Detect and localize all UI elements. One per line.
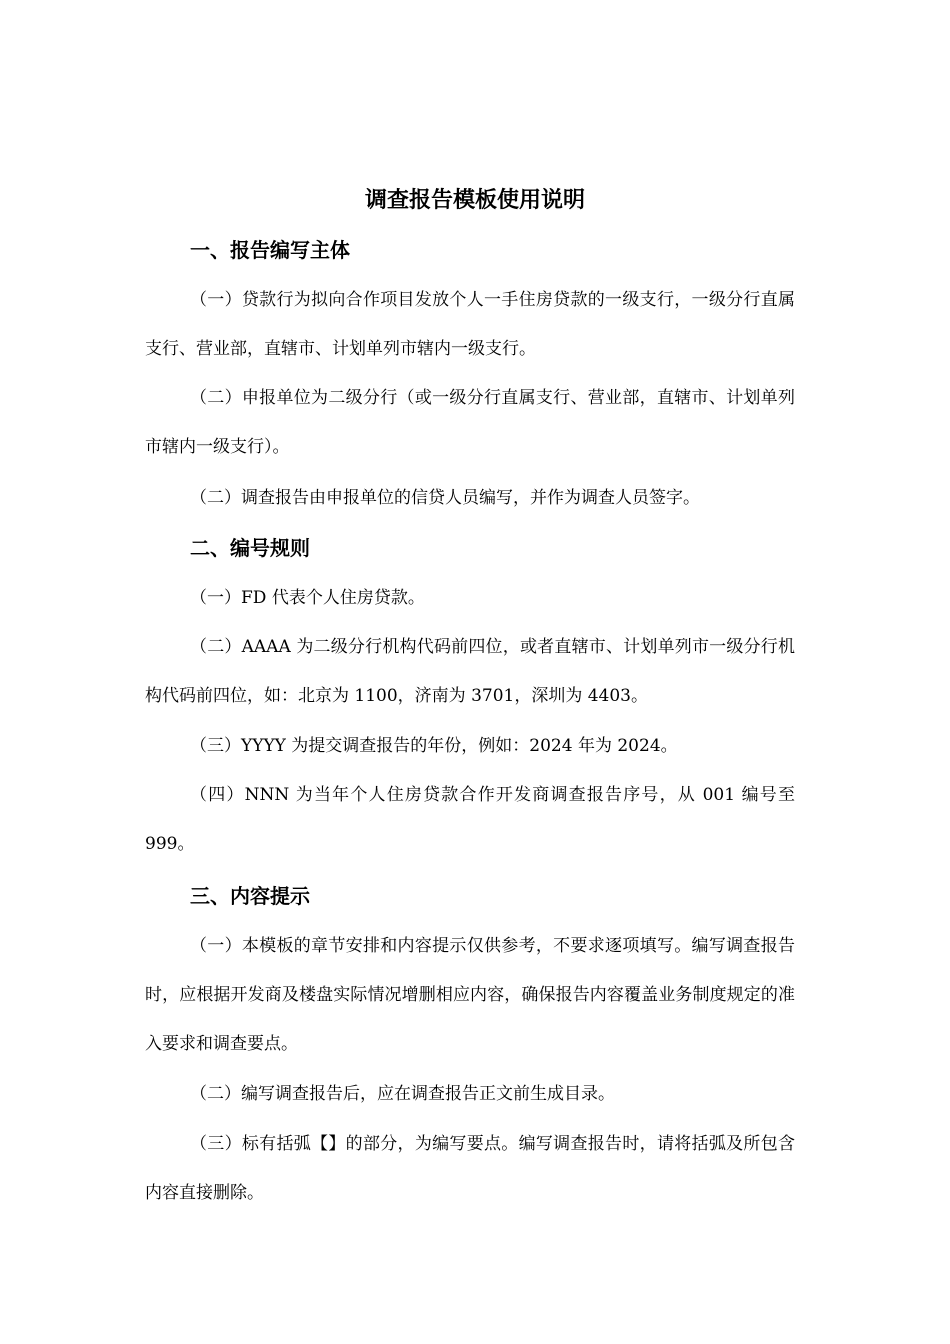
section-heading-content-tips: 三、内容提示: [190, 884, 310, 908]
paragraph: （二）AAAA 为二级分行机构代码前四位，或者直辖市、计划单列市一级分行机构代码前四位，如：北京为 1100，济南为 3701，深圳为 4403。: [145, 637, 795, 706]
section-heading-report-author: 一、报告编写主体: [190, 238, 350, 262]
paragraph: （四）NNN 为当年个人住房贷款合作开发商调查报告序号，从 001 编号至 999。: [145, 785, 795, 854]
paragraph: （三）YYYY 为提交调查报告的年份，例如：2024 年为 2024。: [190, 736, 678, 756]
paragraph: （二）申报单位为二级分行（或一级分行直属支行、营业部，直辖市、计划单列市辖内一级支行）。: [145, 388, 795, 457]
paragraph: （二）调查报告由申报单位的信贷人员编写，并作为调查人员签字。: [190, 488, 700, 508]
paragraph: （二）编写调查报告后，应在调查报告正文前生成目录。: [190, 1084, 615, 1104]
paragraph: （一）本模板的章节安排和内容提示仅供参考，不要求逐项填写。编写调查报告时，应根据开发商及楼盘实际情况增删相应内容，确保报告内容覆盖业务制度规定的准入要求和调查要点。: [145, 936, 795, 1054]
section-heading-numbering-rules: 二、编号规则: [190, 536, 310, 560]
paragraph: （三）标有括弧【】的部分，为编写要点。编写调查报告时，请将括弧及所包含内容直接删除。: [145, 1134, 795, 1203]
paragraph: （一）FD 代表个人住房贷款。: [190, 588, 425, 608]
document-title: 调查报告模板使用说明: [364, 187, 585, 213]
paragraph: （一）贷款行为拟向合作项目发放个人一手住房贷款的一级支行，一级分行直属支行、营业部，直辖市、计划单列市辖内一级支行。: [145, 290, 795, 359]
